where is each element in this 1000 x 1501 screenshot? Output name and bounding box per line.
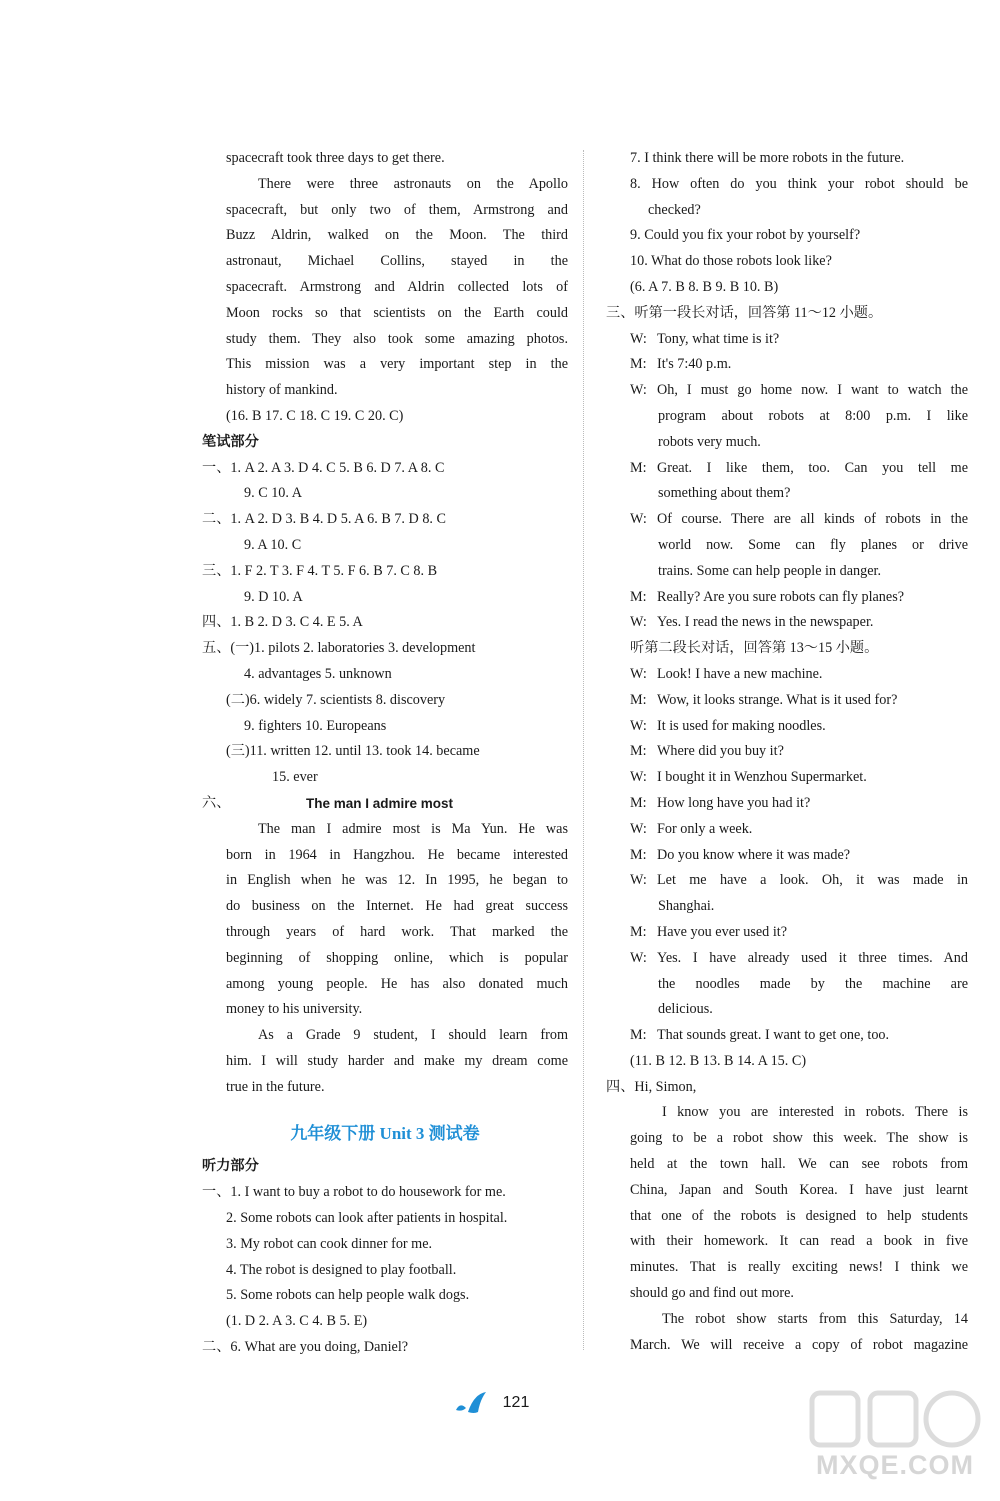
right-column — [606, 146, 968, 1358]
dialogue-line — [606, 378, 968, 404]
dialogue-text: Do you know where it was made? — [657, 846, 851, 863]
text-line: 4. advantages 5. unknown — [244, 665, 392, 682]
dialogue-line — [606, 843, 968, 869]
text-line: astronaut, Michael Collins, stayed in the — [226, 253, 568, 270]
text-line: 二、1. A 2. D 3. B 4. D 5. A 6. B 7. D 8. C — [202, 511, 446, 528]
speaker-label: M: — [630, 1027, 647, 1044]
dialogue-line — [606, 585, 968, 611]
text-line: 9. C 10. A — [244, 485, 302, 502]
text-line: among young people. He has also donated much — [226, 975, 568, 992]
text-line: 9. Could you fix your robot by yourself? — [630, 227, 861, 244]
text-line: (三)11. written 12. until 13. took 14. became — [226, 743, 480, 760]
speaker-label: W: — [630, 330, 647, 347]
text-line: that one of the robots is designed to help students — [630, 1207, 968, 1224]
section-heading: 笔试部分 — [202, 433, 259, 450]
dialogue-text: It's 7:40 p.m. — [657, 356, 732, 373]
speaker-label: W: — [630, 872, 647, 889]
text-line: Buzz Aldrin, walked on the Moon. The third — [226, 227, 568, 244]
dialogue-text: Oh, I must go home now. I want to watch the — [657, 382, 968, 399]
text-line: (11. B 12. B 13. B 14. A 15. C) — [630, 1052, 807, 1069]
text-line: spacecraft took three days to get there. — [226, 150, 445, 166]
dialogue-line — [606, 688, 968, 714]
text-line: 一、1. I want to buy a robot to do housework for me. — [202, 1184, 506, 1201]
text-line: There were three astronauts on the Apollo — [258, 175, 568, 192]
unit-title: 九年级下册 Unit 3 测试卷 — [290, 1124, 480, 1144]
dialogue-text: Let me have a look. Oh, it was made in — [657, 872, 968, 889]
section-heading: 听力部分 — [202, 1158, 259, 1175]
text-line: 五、(一)1. pilots 2. laboratories 3. development — [202, 640, 476, 657]
text-line: going to be a robot show this week. The show is — [630, 1130, 968, 1147]
text-line: 3. My robot can cook dinner for me. — [226, 1235, 433, 1252]
text-line: 2. Some robots can look after patients in hospital. — [226, 1210, 508, 1227]
speaker-label: M: — [630, 691, 647, 708]
text-line: minutes. That is really exciting news! I think we — [630, 1259, 968, 1276]
text-line: Moon rocks so that scientists on the Earth could — [226, 304, 568, 321]
text-line — [202, 791, 568, 817]
text-line: spacecraft. Armstrong and Aldrin collected lots of — [226, 278, 568, 295]
dialogue-line — [606, 791, 968, 817]
essay-title: The man I admire most — [306, 795, 454, 811]
dialogue-text: Yes. I have already used it three times. And — [657, 949, 968, 966]
text-line: delicious. — [658, 1001, 713, 1018]
text-line: Shanghai. — [658, 898, 715, 915]
speaker-label: M: — [630, 743, 647, 760]
speaker-label: W: — [630, 382, 647, 399]
text-line: 9. D 10. A — [244, 588, 303, 605]
speaker-label: W: — [630, 820, 647, 837]
speaker-label: M: — [630, 846, 647, 863]
dialogue-line — [606, 456, 968, 482]
text-line: 4. The robot is designed to play football. — [226, 1261, 457, 1278]
text-line: study them. They also took some amazing photos. — [226, 330, 568, 347]
text-line: the noodles made by the machine are — [658, 975, 968, 992]
dialogue-text: Where did you buy it? — [657, 743, 784, 760]
text-line: beginning of shopping online, which is popular — [226, 949, 568, 966]
speaker-label: M: — [630, 356, 647, 373]
text-line: The man I admire most is Ma Yun. He was — [258, 820, 568, 837]
dialogue-line — [606, 946, 968, 972]
text-line: 三、1. F 2. T 3. F 4. T 5. F 6. B 7. C 8. B — [202, 562, 438, 579]
text-line: (1. D 2. A 3. C 4. B 5. E) — [226, 1313, 368, 1330]
text-line: checked? — [648, 201, 701, 218]
text-line: I know you are interested in robots. There is — [662, 1104, 968, 1121]
dialogue-text: For only a week. — [657, 820, 753, 837]
text-line: As a Grade 9 student, I should learn from — [258, 1027, 568, 1044]
text-line: history of mankind. — [226, 382, 338, 399]
dialogue-line — [606, 327, 968, 353]
dialogue-text: Of course. There are all kinds of robots in the — [657, 511, 968, 528]
text-line: money to his university. — [226, 1001, 363, 1018]
watermark — [804, 1385, 986, 1493]
section-number: 六、 — [202, 794, 231, 811]
column-divider — [583, 150, 584, 1350]
text-line: 9. A 10. C — [244, 536, 302, 553]
dialogue-line — [606, 1023, 968, 1049]
text-line: him. I will study harder and make my dream come — [226, 1052, 568, 1069]
speaker-label: W: — [630, 717, 647, 734]
text-line: 10. What do those robots look like? — [630, 253, 832, 270]
dialogue-text: Great. I like them, too. Can you tell me — [657, 459, 968, 476]
dialogue-text: How long have you had it? — [657, 794, 811, 811]
text-line: 二、6. What are you doing, Daniel? — [202, 1339, 409, 1356]
text-line: 三、听第一段长对话，回答第 11～12 小题。 — [606, 304, 883, 321]
text-line: program about robots at 8:00 p.m. I like — [658, 407, 968, 424]
dialogue-line — [606, 817, 968, 843]
text-line: 9. fighters 10. Europeans — [244, 717, 387, 734]
speaker-label: W: — [630, 665, 647, 682]
dialogue-text: Yes. I read the news in the newspaper. — [657, 614, 874, 631]
text-line: robots very much. — [658, 433, 761, 450]
text-line: 7. I think there will be more robots in the future. — [630, 150, 905, 166]
text-line: held at the town hall. We can see robots from — [630, 1156, 968, 1173]
dialogue-line — [606, 920, 968, 946]
dialogue-text: Have you ever used it? — [657, 923, 788, 940]
text-line: 一、1. A 2. A 3. D 4. C 5. B 6. D 7. A 8. C — [202, 459, 445, 476]
speaker-label: M: — [630, 459, 647, 476]
text-line: 15. ever — [272, 769, 318, 786]
watermark-text: MXQE.COM — [815, 1450, 974, 1480]
dialogue-text: Wow, it looks strange. What is it used for? — [657, 691, 898, 708]
speaker-label: M: — [630, 923, 647, 940]
text-line: through years of hard work. That marked the — [226, 923, 568, 940]
text-line: 四、Hi, Simon, — [606, 1078, 697, 1095]
text-line: true in the future. — [226, 1078, 325, 1095]
speaker-label: W: — [630, 949, 647, 966]
text-line: born in 1964 in Hangzhou. He became interested — [226, 846, 568, 863]
speaker-label: W: — [630, 769, 647, 786]
text-line: (二)6. widely 7. scientists 8. discovery — [226, 691, 446, 708]
dialogue-line — [606, 352, 968, 378]
text-line: should go and find out more. — [630, 1285, 794, 1302]
page-number: 121 — [502, 1394, 530, 1411]
dialogue-text: Really? Are you sure robots can fly planes? — [657, 588, 905, 605]
dialogue-text: That sounds great. I want to get one, too. — [657, 1027, 890, 1044]
text-line: world now. Some can fly planes or drive — [658, 536, 968, 553]
text-line: 四、1. B 2. D 3. C 4. E 5. A — [202, 614, 363, 631]
text-line: something about them? — [658, 485, 791, 502]
text-line: with their homework. It can read a book in five — [630, 1233, 968, 1250]
answer-stamp-logo-icon — [804, 1385, 986, 1455]
text-line: spacecraft, but only two of them, Armstrong and — [226, 201, 568, 218]
speaker-label: M: — [630, 794, 647, 811]
speaker-label: W: — [630, 614, 647, 631]
text-line: The robot show starts from this Saturday, 14 — [662, 1310, 968, 1327]
left-column — [202, 146, 568, 1361]
speaker-label: W: — [630, 511, 647, 528]
text-line: March. We will receive a copy of robot magazine — [630, 1336, 968, 1353]
dialogue-line — [606, 507, 968, 533]
text-line: This mission was a very important step in the — [226, 356, 568, 373]
text-line: (16. B 17. C 18. C 19. C 20. C) — [226, 407, 404, 424]
dialogue-line — [606, 739, 968, 765]
dialogue-text: I bought it in Wenzhou Supermarket. — [657, 769, 867, 786]
dialogue-line — [606, 868, 968, 894]
dialogue-text: Look! I have a new machine. — [657, 665, 823, 682]
text-line: in English when he was 12. In 1995, he began to — [226, 872, 568, 889]
text-line: trains. Some can help people in danger. — [658, 562, 881, 579]
dialogue-line — [606, 662, 968, 688]
speaker-label: M: — [630, 588, 647, 605]
dialogue-text: Tony, what time is it? — [657, 330, 780, 347]
text-line: China, Japan and South Korea. I have just learnt — [630, 1181, 968, 1198]
text-line: 听第二段长对话，回答第 13～15 小题。 — [630, 640, 879, 657]
dialogue-line — [606, 610, 968, 636]
text-line: do business on the Internet. He had great success — [226, 898, 568, 915]
dialogue-text: It is used for making noodles. — [657, 717, 826, 734]
dialogue-line — [606, 765, 968, 791]
text-line: 5. Some robots can help people walk dogs. — [226, 1287, 470, 1304]
dialogue-line — [606, 714, 968, 740]
text-line: 8. How often do you think your robot should be — [630, 175, 968, 192]
text-line: (6. A 7. B 8. B 9. B 10. B) — [630, 278, 779, 295]
